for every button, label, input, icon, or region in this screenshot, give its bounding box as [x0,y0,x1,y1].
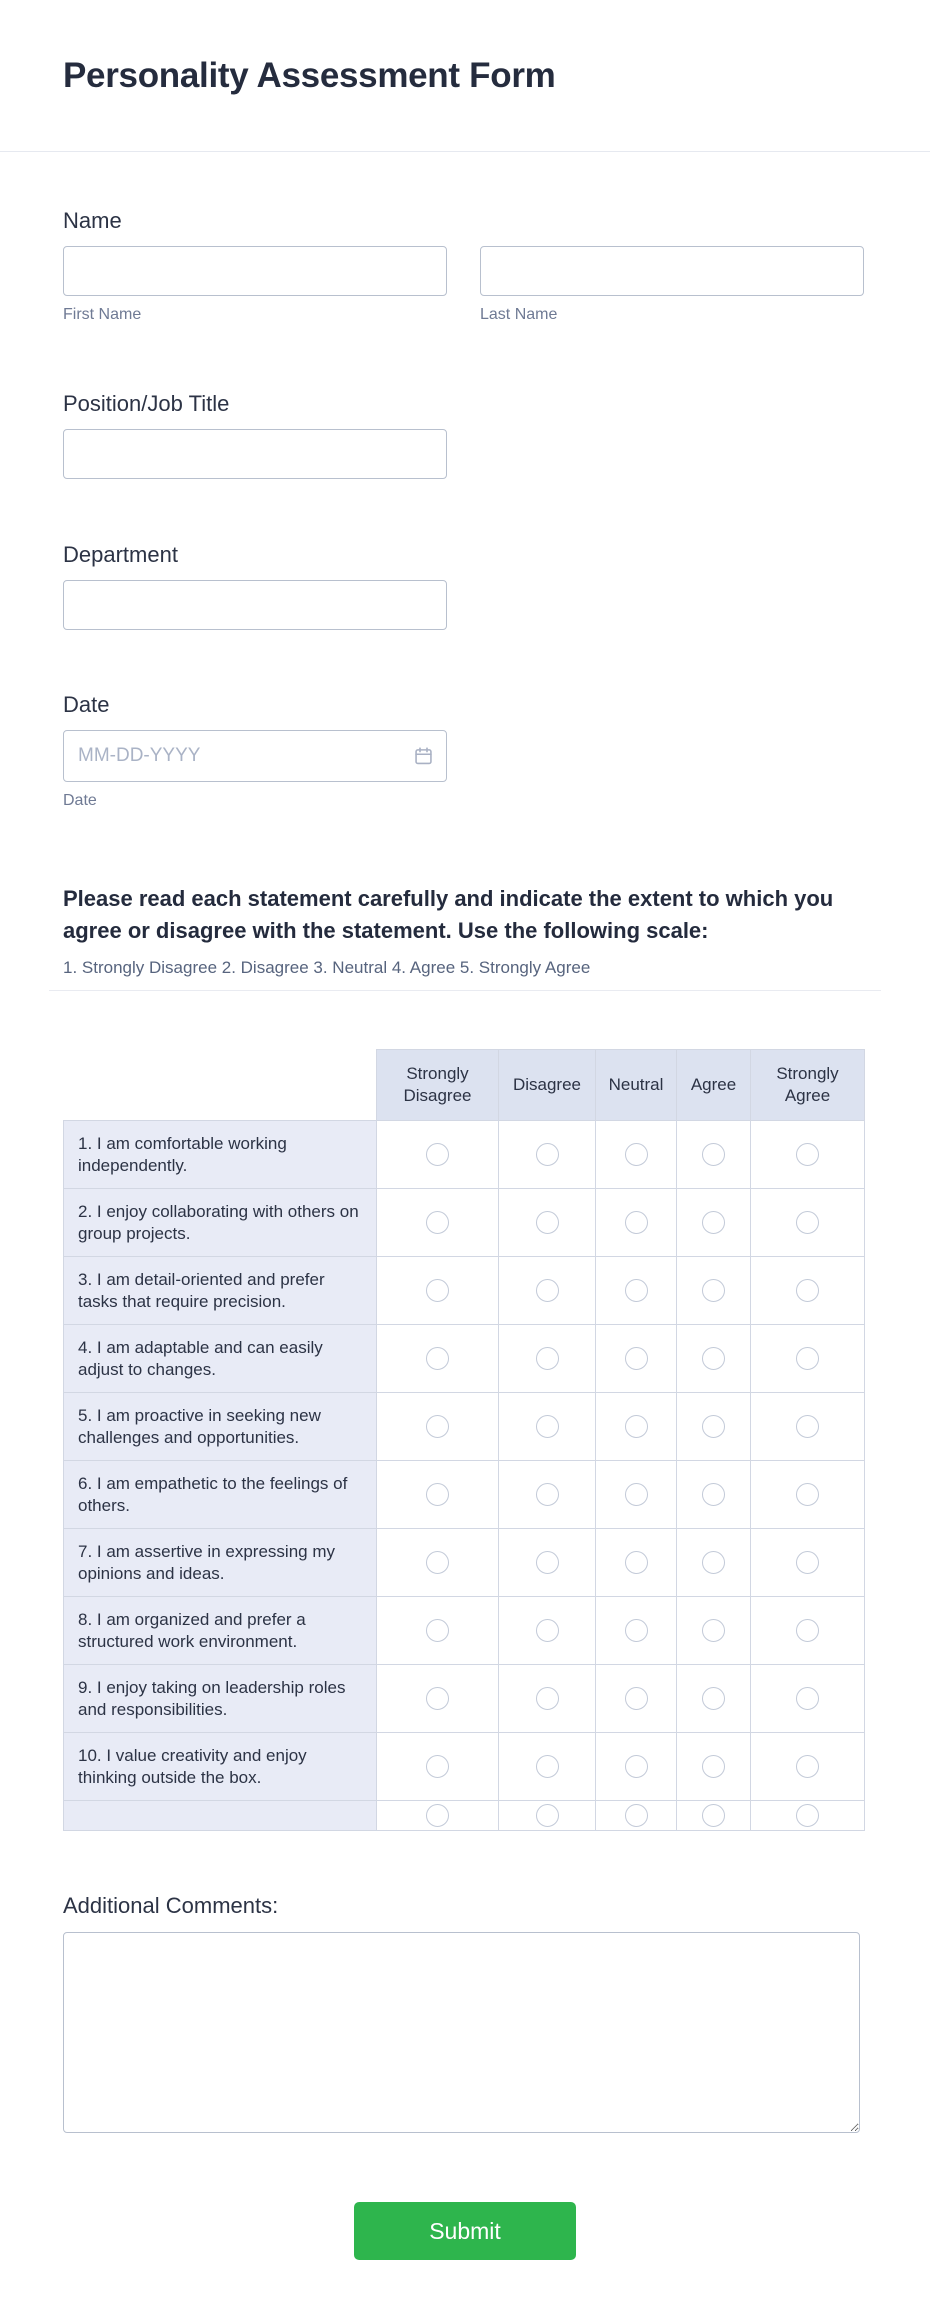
name-inputs-row [63,246,867,324]
last-name-group [480,246,864,324]
matrix-cell [499,1665,596,1733]
matrix-cell [677,1393,751,1461]
radio-agree[interactable] [702,1551,725,1574]
calendar-icon[interactable] [413,746,434,767]
radio-agree[interactable] [702,1755,725,1778]
department-label: Department [63,542,178,567]
radio-neutral[interactable] [625,1279,648,1302]
date-label: Date [63,692,110,717]
matrix-cell [499,1733,596,1801]
matrix-row [64,1121,865,1189]
position-label: Position/Job Title [63,391,230,416]
first-name-group [63,246,447,324]
matrix-cell [499,1257,596,1325]
radio-neutral[interactable] [625,1755,648,1778]
matrix-cell [751,1665,865,1733]
radio-neutral[interactable] [625,1415,648,1438]
radio-agree[interactable] [702,1415,725,1438]
matrix-cell [677,1733,751,1801]
matrix-cell [499,1529,596,1597]
radio-strongly-disagree[interactable] [426,1804,449,1827]
first-name-input[interactable] [63,246,447,296]
matrix-cell [499,1189,596,1257]
matrix-statement: 5. I am proactive in seeking new challenges and opportunities. [64,1393,377,1461]
matrix-cell [677,1665,751,1733]
radio-strongly-agree[interactable] [796,1483,819,1506]
matrix-body [64,1121,865,1831]
matrix-column-header: Agree [677,1050,751,1121]
matrix-header-row [64,1050,865,1121]
matrix-cell [596,1393,677,1461]
form-header [0,0,930,152]
matrix-cell [677,1597,751,1665]
radio-agree[interactable] [702,1143,725,1166]
matrix-column-header: Disagree [499,1050,596,1121]
matrix-cell [596,1733,677,1801]
radio-disagree[interactable] [536,1755,559,1778]
matrix-row [64,1801,865,1831]
matrix-column-header: Strongly Agree [751,1050,865,1121]
matrix-cell [596,1257,677,1325]
matrix-cell [596,1597,677,1665]
radio-disagree[interactable] [536,1619,559,1642]
date-input[interactable] [63,730,447,782]
matrix-cell [751,1801,865,1831]
radio-agree[interactable] [702,1687,725,1710]
matrix-cell [677,1801,751,1831]
radio-disagree[interactable] [536,1551,559,1574]
radio-neutral[interactable] [625,1347,648,1370]
radio-strongly-disagree[interactable] [426,1415,449,1438]
radio-strongly-disagree[interactable] [426,1279,449,1302]
matrix-cell [751,1529,865,1597]
submit-button[interactable]: Submit [354,2202,576,2260]
matrix-cell [596,1121,677,1189]
matrix-cell [751,1733,865,1801]
radio-strongly-agree[interactable] [796,1687,819,1710]
date-input-wrap [63,730,447,782]
matrix-cell [377,1733,499,1801]
matrix-statement: 6. I am empathetic to the feelings of others. [64,1461,377,1529]
radio-disagree[interactable] [536,1143,559,1166]
radio-neutral[interactable] [625,1804,648,1827]
radio-strongly-agree[interactable] [796,1347,819,1370]
matrix-statement: 3. I am detail-oriented and prefer tasks that require precision. [64,1257,377,1325]
matrix-statement: 4. I am adaptable and can easily adjust to changes. [64,1325,377,1393]
first-name-sublabel: First Name [63,306,142,323]
matrix-cell [677,1325,751,1393]
radio-agree[interactable] [702,1347,725,1370]
radio-strongly-agree[interactable] [796,1619,819,1642]
matrix-cell [677,1189,751,1257]
matrix-cell [751,1325,865,1393]
date-field [63,692,867,810]
radio-disagree[interactable] [536,1483,559,1506]
radio-neutral[interactable] [625,1143,648,1166]
radio-disagree[interactable] [536,1279,559,1302]
position-input[interactable] [63,429,447,479]
matrix-cell [751,1597,865,1665]
matrix-cell [499,1801,596,1831]
matrix-row [64,1733,865,1801]
matrix-cell [677,1257,751,1325]
matrix-cell [751,1393,865,1461]
radio-agree[interactable] [702,1279,725,1302]
matrix-cell [377,1529,499,1597]
matrix-cell [377,1393,499,1461]
radio-strongly-disagree[interactable] [426,1143,449,1166]
radio-disagree[interactable] [536,1211,559,1234]
radio-agree[interactable] [702,1483,725,1506]
radio-agree[interactable] [702,1211,725,1234]
matrix-cell [377,1257,499,1325]
last-name-input[interactable] [480,246,864,296]
matrix-cell [596,1325,677,1393]
radio-agree[interactable] [702,1619,725,1642]
matrix-cell [377,1189,499,1257]
section-divider [49,990,881,991]
page-title: Personality Assessment Form [63,55,556,95]
comments-textarea[interactable] [63,1932,860,2133]
submit-row [63,2202,867,2315]
matrix-statement [64,1801,377,1831]
radio-disagree[interactable] [536,1687,559,1710]
matrix-statement: 8. I am organized and prefer a structured work environment. [64,1597,377,1665]
radio-strongly-disagree[interactable] [426,1211,449,1234]
department-field [63,542,867,630]
radio-strongly-disagree[interactable] [426,1347,449,1370]
matrix-statement: 9. I enjoy taking on leadership roles and responsibilities. [64,1665,377,1733]
matrix-cell [677,1121,751,1189]
matrix-cell [377,1665,499,1733]
radio-strongly-agree[interactable] [796,1211,819,1234]
matrix-cell [499,1461,596,1529]
matrix-cell [377,1121,499,1189]
name-field [63,208,867,324]
radio-neutral[interactable] [625,1551,648,1574]
matrix-row [64,1393,865,1461]
radio-strongly-agree[interactable] [796,1415,819,1438]
matrix-cell [751,1121,865,1189]
matrix-statement: 10. I value creativity and enjoy thinking outside the box. [64,1733,377,1801]
matrix-cell [377,1597,499,1665]
radio-agree[interactable] [702,1804,725,1827]
radio-neutral[interactable] [625,1619,648,1642]
radio-strongly-agree[interactable] [796,1143,819,1166]
matrix-statement: 2. I enjoy collaborating with others on group projects. [64,1189,377,1257]
radio-strongly-agree[interactable] [796,1755,819,1778]
matrix-cell [377,1461,499,1529]
matrix-row [64,1257,865,1325]
matrix-cell [596,1801,677,1831]
matrix-column-header: Neutral [596,1050,677,1121]
matrix-cell [377,1801,499,1831]
radio-strongly-disagree[interactable] [426,1551,449,1574]
matrix-statement: 1. I am comfortable working independently. [64,1121,377,1189]
matrix-corner-cell [64,1050,377,1121]
department-input[interactable] [63,580,447,630]
matrix-row [64,1461,865,1529]
matrix-statement: 7. I am assertive in expressing my opinions and ideas. [64,1529,377,1597]
radio-strongly-disagree[interactable] [426,1619,449,1642]
date-sublabel: Date [63,792,97,809]
instructions-block [63,883,867,978]
matrix-cell [377,1325,499,1393]
matrix-cell [499,1121,596,1189]
matrix-row [64,1529,865,1597]
matrix-cell [596,1665,677,1733]
matrix-row [64,1325,865,1393]
radio-strongly-disagree[interactable] [426,1687,449,1710]
matrix-cell [596,1461,677,1529]
matrix-cell [751,1257,865,1325]
scale-note: 1. Strongly Disagree 2. Disagree 3. Neutral 4. Agree 5. Strongly Agree [63,958,591,977]
matrix-cell [499,1597,596,1665]
form-body [0,208,930,2315]
radio-neutral[interactable] [625,1211,648,1234]
position-field [63,391,867,479]
radio-neutral[interactable] [625,1687,648,1710]
comments-label: Additional Comments: [63,1893,279,1918]
matrix-cell [677,1529,751,1597]
matrix-cell [499,1325,596,1393]
matrix-cell [596,1189,677,1257]
radio-strongly-disagree[interactable] [426,1483,449,1506]
matrix-cell [677,1461,751,1529]
matrix-row [64,1665,865,1733]
radio-disagree[interactable] [536,1804,559,1827]
matrix-row [64,1597,865,1665]
matrix-cell [751,1189,865,1257]
radio-strongly-agree[interactable] [796,1279,819,1302]
radio-strongly-agree[interactable] [796,1551,819,1574]
matrix-row [64,1189,865,1257]
name-label: Name [63,208,122,233]
matrix-cell [499,1393,596,1461]
matrix-column-header: Strongly Disagree [377,1050,499,1121]
radio-strongly-disagree[interactable] [426,1755,449,1778]
radio-disagree[interactable] [536,1415,559,1438]
comments-field [63,1893,867,2133]
matrix-cell [751,1461,865,1529]
matrix-cell [596,1529,677,1597]
last-name-sublabel: Last Name [480,306,558,323]
assessment-matrix [63,1049,865,1831]
instructions-heading: Please read each statement carefully and indicate the extent to which you agree or disagree with the statement. Use the following scale: [63,886,834,943]
radio-disagree[interactable] [536,1347,559,1370]
radio-strongly-agree[interactable] [796,1804,819,1827]
radio-neutral[interactable] [625,1483,648,1506]
